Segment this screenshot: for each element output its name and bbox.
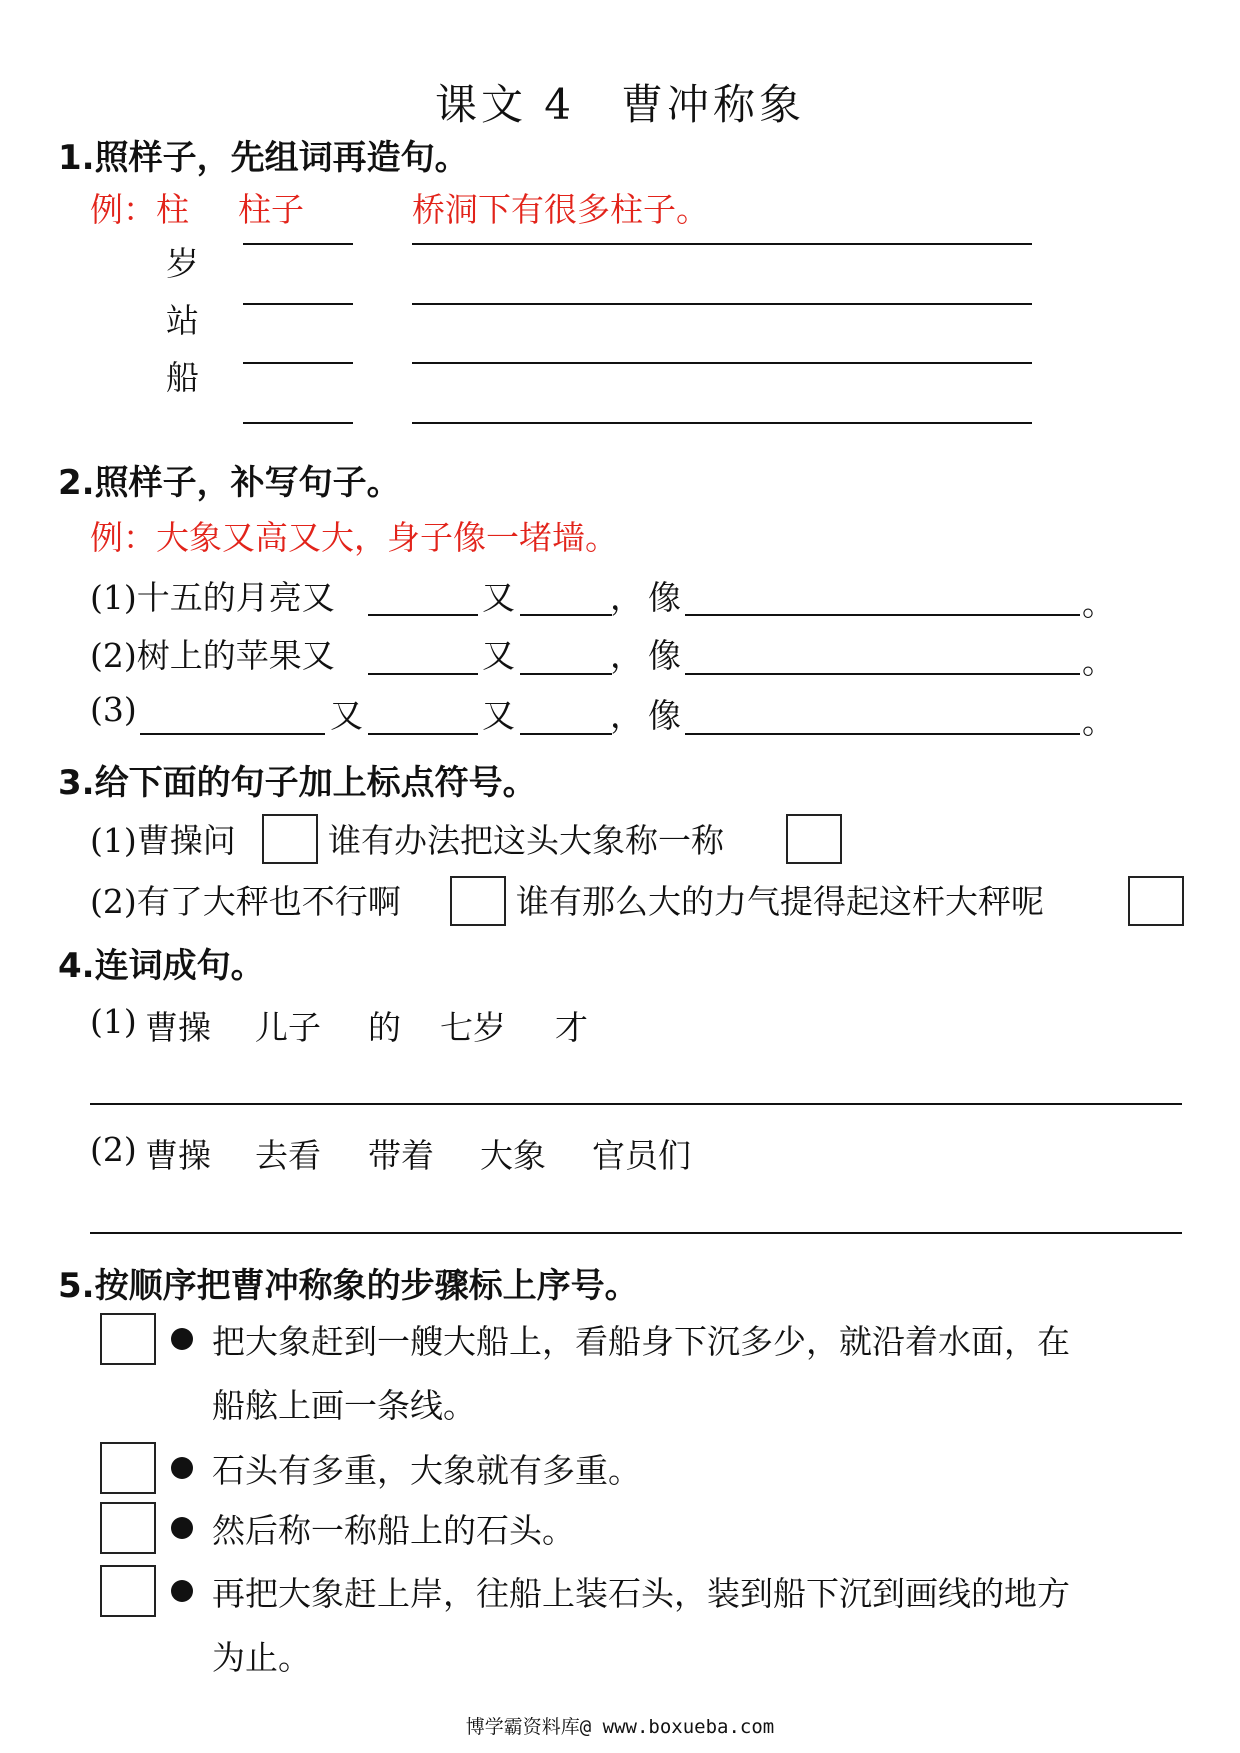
q4-item-num: (2) <box>90 1130 137 1169</box>
step-text: 然后称一称船上的石头。 <box>212 1511 575 1550</box>
q5-heading: 5.按顺序把曹冲称象的步骤标上序号。 <box>58 1266 639 1306</box>
page-title: 课文 4 曹冲称象 <box>434 80 806 129</box>
q4-answer-line[interactable] <box>90 1103 1182 1105</box>
step-text: 把大象赶到一艘大船上，看船身下沉多少，就沿着水面，在 <box>212 1322 1070 1361</box>
q3-heading: 3.给下面的句子加上标点符号。 <box>58 763 537 803</box>
q1-sentence-blank[interactable] <box>412 422 1032 424</box>
punctuation-box[interactable] <box>1128 876 1184 926</box>
order-box[interactable] <box>100 1502 156 1554</box>
q3-item-part2: 谁有办法把这头大象称一称 <box>328 821 724 860</box>
step-text-cont: 为止。 <box>212 1638 311 1677</box>
q1-example-label: 例：柱 <box>90 190 189 229</box>
q1-char: 岁 <box>166 244 199 283</box>
q2-period: 。 <box>1082 584 1115 623</box>
q2-xiang: 像 <box>648 578 681 617</box>
q4-word: 七岁 <box>440 1008 506 1047</box>
bullet-icon <box>171 1580 193 1602</box>
q2-you: 又 <box>482 578 515 617</box>
q1-example-sentence: 桥洞下有很多柱子。 <box>412 190 709 229</box>
q1-sentence-blank[interactable] <box>412 303 1032 305</box>
q1-char: 船 <box>166 358 199 397</box>
q2-blank[interactable] <box>685 614 1080 616</box>
q1-sentence-blank[interactable] <box>412 362 1032 364</box>
punctuation-box[interactable] <box>786 814 842 864</box>
q3-item-part1: (2)有了大秤也不行啊 <box>90 882 401 921</box>
q2-blank[interactable] <box>368 733 478 735</box>
punctuation-box[interactable] <box>450 876 506 926</box>
q4-word: 儿子 <box>255 1008 321 1047</box>
q2-blank[interactable] <box>140 733 325 735</box>
q2-xiang: 像 <box>648 696 681 735</box>
q2-period: 。 <box>1082 702 1115 741</box>
q1-example-word: 柱子 <box>238 190 304 229</box>
q2-heading: 2.照样子，补写句子。 <box>58 463 401 503</box>
q4-word: 带着 <box>368 1136 434 1175</box>
q1-example-sentence-line <box>412 243 1032 245</box>
q1-word-blank[interactable] <box>243 422 353 424</box>
q2-blank[interactable] <box>685 673 1080 675</box>
q2-item-prefix: (2)树上的苹果又 <box>90 636 335 675</box>
order-box[interactable] <box>100 1565 156 1617</box>
q2-blank[interactable] <box>520 733 612 735</box>
step-text-cont: 船舷上画一条线。 <box>212 1386 476 1425</box>
q4-word: 的 <box>368 1008 401 1047</box>
q4-heading: 4.连词成句。 <box>58 946 265 986</box>
step-text: 再把大象赶上岸，往船上装石头，装到船下沉到画线的地方 <box>212 1574 1070 1613</box>
q2-item-prefix: (3) <box>90 690 137 729</box>
q2-blank[interactable] <box>368 673 478 675</box>
q4-word: 才 <box>555 1008 588 1047</box>
q4-item-num: (1) <box>90 1002 137 1041</box>
q2-comma: ， <box>610 636 643 675</box>
q1-example-word-line <box>243 243 353 245</box>
q2-item-prefix: (1)十五的月亮又 <box>90 578 335 617</box>
q2-blank[interactable] <box>685 733 1080 735</box>
q1-char: 站 <box>166 301 199 340</box>
step-text: 石头有多重，大象就有多重。 <box>212 1451 641 1490</box>
q3-item-part2: 谁有那么大的力气提得起这杆大秤呢 <box>516 882 1044 921</box>
q4-word: 去看 <box>255 1136 321 1175</box>
footer-watermark: 博学霸资料库@ www.boxueba.com <box>465 1716 775 1738</box>
q4-word: 曹操 <box>145 1008 211 1047</box>
q2-blank[interactable] <box>520 614 612 616</box>
q4-word: 大象 <box>480 1136 546 1175</box>
q1-word-blank[interactable] <box>243 303 353 305</box>
q2-you: 又 <box>482 696 515 735</box>
q2-comma: ， <box>610 578 643 617</box>
q4-word: 官员们 <box>592 1136 691 1175</box>
bullet-icon <box>171 1457 193 1479</box>
punctuation-box[interactable] <box>262 814 318 864</box>
q2-comma: ， <box>610 696 643 735</box>
q4-word: 曹操 <box>145 1136 211 1175</box>
q2-xiang: 像 <box>648 636 681 675</box>
q4-answer-line[interactable] <box>90 1232 1182 1234</box>
q2-example: 例：大象又高又大，身子像一堵墙。 <box>90 518 618 557</box>
q2-you: 又 <box>482 636 515 675</box>
order-box[interactable] <box>100 1442 156 1494</box>
q1-heading: 1.照样子，先组词再造句。 <box>58 138 469 178</box>
q3-item-part1: (1)曹操问 <box>90 821 236 860</box>
q2-you: 又 <box>330 696 363 735</box>
q2-blank[interactable] <box>368 614 478 616</box>
bullet-icon <box>171 1328 193 1350</box>
q1-word-blank[interactable] <box>243 362 353 364</box>
bullet-icon <box>171 1517 193 1539</box>
q2-period: 。 <box>1082 642 1115 681</box>
q2-blank[interactable] <box>520 673 612 675</box>
order-box[interactable] <box>100 1313 156 1365</box>
